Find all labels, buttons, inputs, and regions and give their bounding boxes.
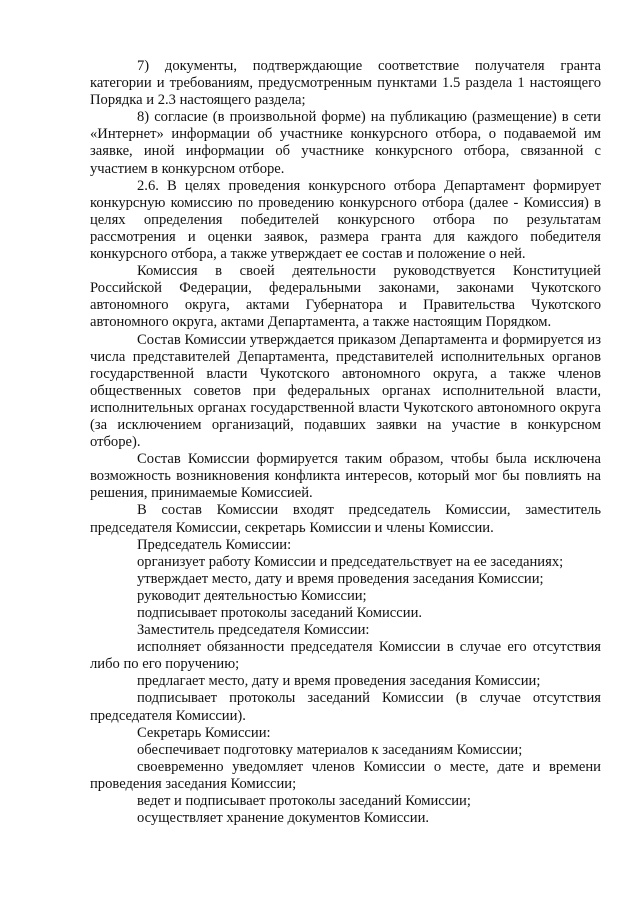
heading-deputy-chairman: Заместитель председателя Комиссии: [137,622,370,639]
deputy-duty-1: исполняет обязанности председателя Комиссии в случае его отсутствия либо по его поручению; [90,639,601,673]
chairman-duty-3: руководит деятельностью Комиссии; [137,587,367,604]
paragraph-item-7: 7) документы, подтверждающие соответствие получателя гранта категории и требованиям, предусмотренным пунктами 1.5 раздела 1 настоящего Порядка и 2.3 настоящего раздела; [90,58,601,109]
heading-secretary: Секретарь Комиссии: [137,724,271,741]
secretary-duty-3: ведет и подписывает протоколы заседаний Комиссии; [137,793,471,810]
paragraph-conflict-of-interest: Состав Комиссии формируется таким образом, чтобы была исключена возможность возникновения конфликта интересов, который мог бы повлиять на решения, принимаемые Комиссией. [90,451,601,502]
chairman-duty-1: организует работу Комиссии и председательствует на ее заседаниях; [137,553,564,570]
secretary-duty-2: своевременно уведомляет членов Комиссии о месте, дате и времени проведения заседания Комиссии; [90,758,601,792]
chairman-duty-2: утверждает место, дату и время проведения заседания Комиссии; [137,570,544,587]
paragraph-commission-members: В состав Комиссии входят председатель Комиссии, заместитель председателя Комиссии, секретарь Комиссии и члены Комиссии. [90,502,601,536]
paragraph-2-6: 2.6. В целях проведения конкурсного отбора Департамент формирует конкурсную комиссию по проведению конкурсного отбора (далее - Комиссия) в целях определения победителей конкурсного отбора по результатам рассмотрения и оценки заявок, размера гранта для каждого победителя конкурсного отбора, а также утверждает ее состав и положение о ней. [90,177,601,263]
heading-chairman: Председатель Комиссии: [137,536,292,553]
paragraph-commission-guidance: Комиссия в своей деятельности руководствуется Конституцией Российской Федерации, федеральными законами, законами Чукотского автономного округа, актами Губернатора и Правительства Чукотского автономного округа, актами Департамента, а также настоящим Порядком. [90,263,601,331]
secretary-duty-4: осуществляет хранение документов Комиссии. [137,810,430,827]
deputy-duty-3: подписывает протоколы заседаний Комиссии (в случае отсутствия председателя Комиссии). [90,690,601,724]
paragraph-item-8: 8) согласие (в произвольной форме) на публикацию (размещение) в сети «Интернет» информации об участнике конкурсного отбора, о подаваемой им заявке, иной информации об участнике конкурсного отбора, связанной с участием в конкурсном отборе. [90,109,601,177]
paragraph-commission-composition: Состав Комиссии утверждается приказом Департамента и формируется из числа представителей Департамента, представителей исполнительных органов государственной власти Чукотского автономного округа, а также членов общественных советов при федеральных органах исполнительной власти, исполнительных органах государственной власти Чукотского автономного округа (за исключением организаций, подавших заявки на участие в конкурсном отборе). [90,331,601,451]
deputy-duty-2: предлагает место, дату и время проведения заседания Комиссии; [137,673,541,690]
secretary-duty-1: обеспечивает подготовку материалов к заседаниям Комиссии; [137,741,523,758]
chairman-duty-4: подписывает протоколы заседаний Комиссии. [137,605,423,621]
